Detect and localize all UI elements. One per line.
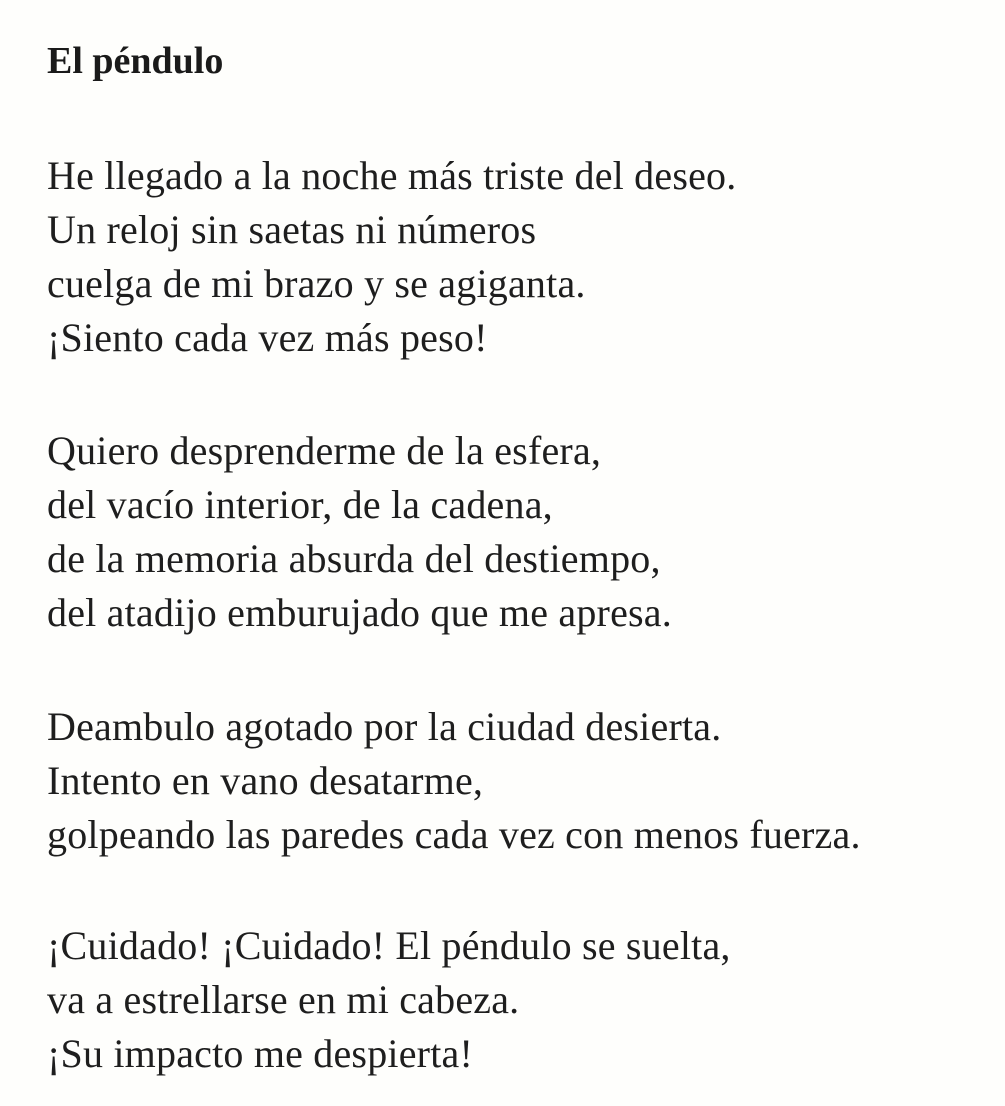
stanza-4: [47, 919, 731, 1081]
stanza-1: [47, 149, 736, 365]
verse-line: del atadijo emburujado que me apresa.: [47, 590, 672, 635]
verse-line: ¡Su impacto me despierta!: [47, 1031, 473, 1076]
verse-line: Deambulo agotado por la ciudad desierta.: [47, 704, 722, 749]
verse-line: ¡Cuidado! ¡Cuidado! El péndulo se suelta,: [47, 923, 731, 968]
verse-line: He llegado a la noche más triste del deseo.: [47, 153, 737, 198]
poem-title: El péndulo: [47, 40, 224, 82]
verse-line: Un reloj sin saetas ni números: [47, 207, 537, 252]
verse-line: ¡Siento cada vez más peso!: [47, 315, 488, 360]
verse-line: Quiero desprenderme de la esfera,: [47, 428, 602, 473]
verse-line: va a estrellarse en mi cabeza.: [47, 977, 520, 1022]
stanza-3: [47, 700, 861, 862]
verse-line: de la memoria absurda del destiempo,: [47, 536, 661, 581]
verse-line: del vacío interior, de la cadena,: [47, 482, 553, 527]
verse-line: cuelga de mi brazo y se agiganta.: [47, 261, 586, 306]
verse-line: Intento en vano desatarme,: [47, 758, 484, 803]
stanza-2: [47, 424, 672, 640]
verse-line: golpeando las paredes cada vez con menos fuerza.: [47, 812, 861, 857]
